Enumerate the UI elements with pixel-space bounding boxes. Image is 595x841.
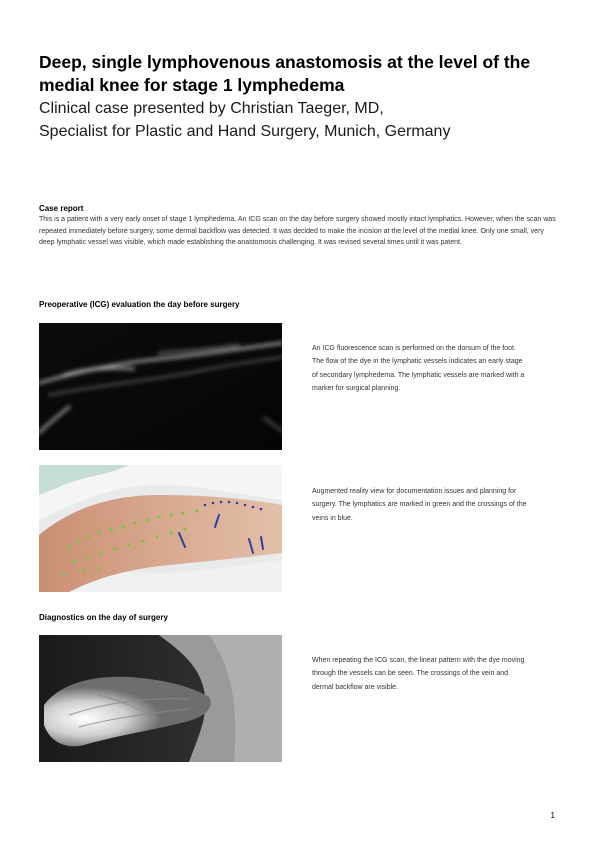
repeat-icg-scan-image <box>39 635 282 762</box>
repeat-icg-scan-caption: When repeating the ICG scan, the linear pattern with the dye moving through the vessels can be seen. The crossings of the vein and dermal backflow are visible. <box>312 657 525 691</box>
diagnostics-heading: Diagnostics on the day of surgery <box>39 613 168 622</box>
document-title: Deep, single lymphovenous anastomosis at the level of the medial knee for stage 1 lymphedema <box>39 52 531 95</box>
icg-scan-caption: An ICG fluorescence scan is performed on the dorsum of the foot. The flow of the dye in the lymphatic vessels indicates an early stage of secondary lymphedema. The lymphatic vessels are marked with a marker for surgical planning. <box>312 345 525 393</box>
document-subtitle <box>39 97 559 143</box>
subtitle-line-affiliation: Specialist for Plastic and Hand Surgery, Munich, Germany <box>39 123 451 140</box>
augmented-reality-caption: Augmented reality view for documentation issues and planning for surgery. The lymphatics are marked in green and the crossings of the veins in blue. <box>312 488 527 522</box>
icg-scan-image <box>39 323 282 450</box>
page-number: 1 <box>550 811 555 820</box>
subtitle-line-author: Clinical case presented by Christian Taeger, MD, <box>39 100 384 117</box>
case-report-body: This is a patient with a very early onset of stage 1 lymphedema. An ICG scan on the day before surgery showed mostly intact lymphatics. However, when the scan was repeated immediately before surgery, some dermal backflow was detected. It was decided to make the incision at the level of the medial knee. Only one small, very deep lymphatic vessel was visible, which made establishing the anastomosis challenging. It was revised several times until it was patent. <box>39 216 556 247</box>
augmented-reality-image <box>39 465 282 592</box>
case-report-heading: Case report <box>39 204 84 213</box>
preoperative-heading: Preoperative (ICG) evaluation the day before surgery <box>39 300 240 309</box>
